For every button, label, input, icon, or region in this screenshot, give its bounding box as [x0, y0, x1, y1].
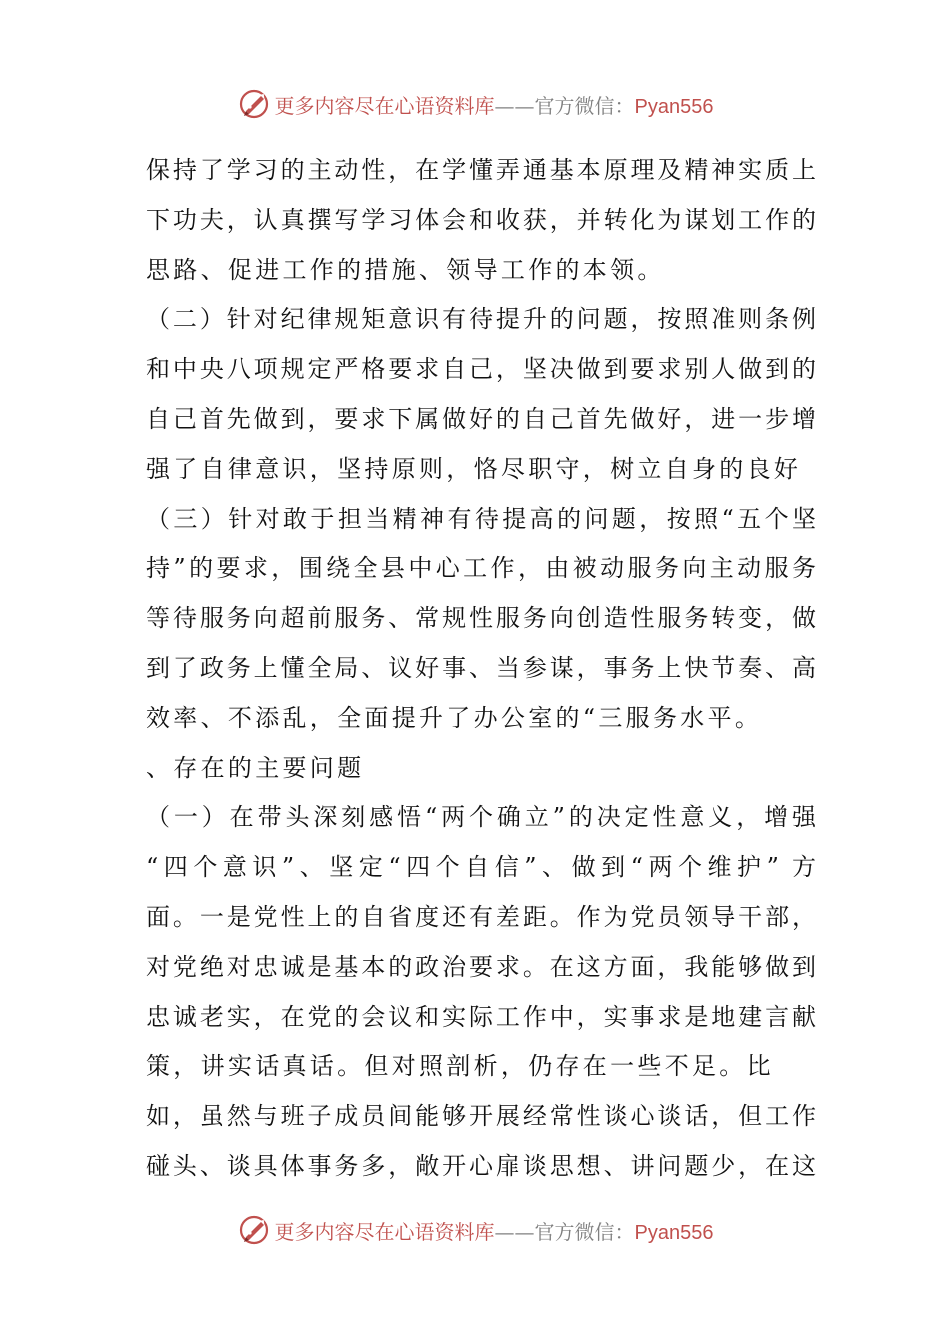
text-line: “四个意识”、坚定“四个自信”、做到“两个维护” 方 — [146, 853, 816, 882]
text-line: 下功夫，认真撰写学习体会和收获，并转化为谋划工作的 — [146, 205, 816, 234]
text-line: 自己首先做到，要求下属做好的自己首先做好，进一步增 — [146, 404, 816, 433]
text-line: 到了政务上懂全局、议好事、当参谋，事务上快节奏、高 — [146, 653, 816, 682]
wechat-id: Pyan556 — [634, 1221, 714, 1244]
header-banner — [0, 84, 950, 124]
text-line: （一）在带头深刻感悟“两个确立”的决定性意义，增强 — [146, 803, 816, 832]
section-heading: 、存在的主要问题 — [146, 753, 365, 782]
document-body — [146, 146, 816, 1192]
text-line: 效率、不添乱，全面提升了办公室的“三服务水平。 — [146, 703, 763, 732]
footer-banner — [0, 1210, 950, 1250]
text-line: 强了自律意识，坚持原则，恪尽职守，树立自身的良好 — [146, 454, 802, 483]
text-line: 碰头、谈具体事务多，敞开心扉谈思想、讲问题少，在这 — [146, 1151, 816, 1180]
pen-swirl-icon — [237, 1213, 271, 1247]
text-line: 忠诚老实，在党的会议和实际工作中，实事求是地建言献 — [146, 1002, 816, 1031]
text-line: 思路、促进工作的措施、领导工作的本领。 — [146, 255, 665, 284]
text-line: （三）针对敢于担当精神有待提高的问题，按照“五个坚 — [146, 504, 816, 533]
text-line: 等待服务向超前服务、常规性服务向创造性服务转变，做 — [146, 604, 816, 633]
text-line: 保持了学习的主动性，在学懂弄通基本原理及精神实质上 — [146, 156, 816, 184]
text-line: 对党绝对忠诚是基本的政治要求。在这方面，我能够做到 — [146, 952, 816, 981]
text-line: 如，虽然与班子成员间能够开展经常性谈心谈话，但工作 — [146, 1102, 816, 1131]
text-line: 和中央八项规定严格要求自己，坚决做到要求别人做到的 — [146, 355, 816, 384]
pen-swirl-icon — [237, 87, 271, 121]
header-banner-text: 更多内容尽在心语资料库——官方微信：Pyan556 — [274, 93, 714, 118]
wechat-id: Pyan556 — [634, 95, 714, 118]
text-line: 策，讲实话真话。但对照剖析，仍存在一些不足。比 — [146, 1052, 774, 1081]
text-line: 面。一是党性上的自省度还有差距。作为党员领导干部， — [146, 902, 816, 931]
text-line: 持”的要求，围绕全县中心工作，由被动服务向主动服务 — [146, 554, 816, 583]
text-line: （二）针对纪律规矩意识有待提升的问题，按照准则条例 — [146, 305, 816, 334]
footer-banner-text: 更多内容尽在心语资料库——官方微信：Pyan556 — [274, 1219, 714, 1244]
